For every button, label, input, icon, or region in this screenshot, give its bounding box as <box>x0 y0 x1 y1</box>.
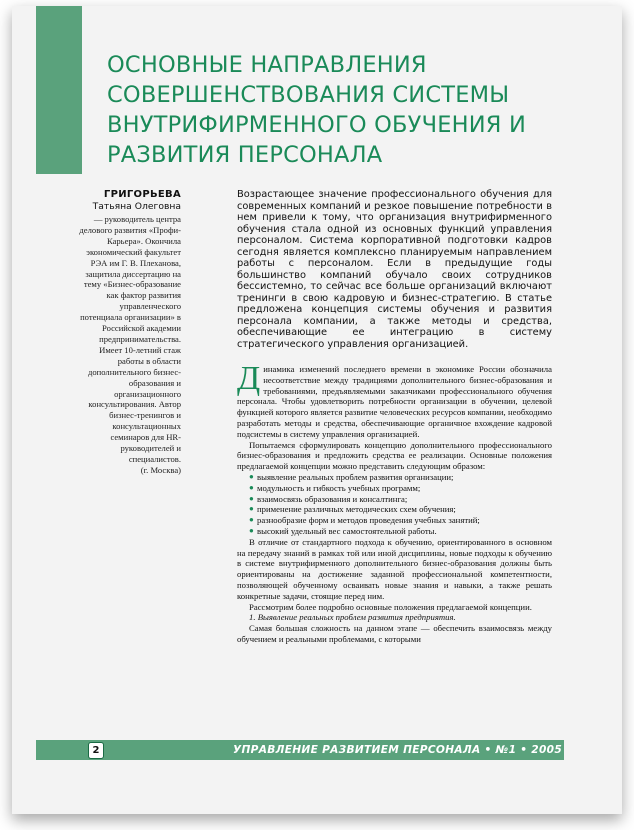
magazine-page <box>12 6 622 814</box>
bullet-icon: ● <box>249 525 254 535</box>
list-item: ● применение различных методических схем обучения; <box>249 504 456 515</box>
body-paragraph-1-text: инамика изменений последнего времени в экономике России обозначила несоответствие между традициями дополнительного бизнес-образования и требованиями, предъявляемыми заказчиками профессионального обучения персонала. Чтобы удовлетворить потребности организации в обучении, целевой функцией которого является развитие человеческих ресурсов компании, необходимо разработать методы и средства, обеспечивающие органичное вхождение кадровой подсистемы в систему управления организацией. <box>237 364 552 439</box>
drop-cap: Д <box>237 360 261 397</box>
body-paragraph-2: Попытаемся сформулировать концепцию дополнительного профессионального бизнес-образования и предложить средства ее реализации. Основные положения предлагаемой концепции можно представить следующим образом: <box>237 439 552 472</box>
bullet-icon: ● <box>249 471 254 481</box>
list-item: ● высокий удельный вес самостоятельной работы. <box>249 525 437 536</box>
list-item: ● модульность и гибкость учебных программ; <box>249 482 421 493</box>
list-item: ● взаимосвязь образования и консалтинга; <box>249 493 408 504</box>
bullet-icon: ● <box>249 493 254 503</box>
body-paragraph-1 <box>237 360 552 440</box>
author-city: (г. Москва) <box>140 464 181 475</box>
author-surname: ГРИГОРЬЕВА <box>103 189 181 200</box>
author-bio: — руководитель центра делового развития «Профи-Карьера». Окончила экономический факультет РЭА им Г. В. Плеханова, защитила диссертацию на тему «Бизнес-образование как фактор развития управленческого потенциала организации» в Российской академии предпринимательства. Имеет 10-летний стаж работы в области дополнительного бизнес-образования и организационного консультирования. Автор бизнес-тренингов и консультационных семинаров для HR-руководителей и специалистов. <box>79 214 181 464</box>
article-body <box>237 360 552 645</box>
body-paragraph-3: В отличие от стандартного подхода к обучению, ориентированного в основном на передачу знаний в рамках той или иной дисциплины, новые подходы к обучению в системе внутрифирменного дополнительного бизнес-образования должны быть ориентированы на достижение заданной профессиональной компетентности, позволяющей обученному осваивать новые знания и навыки, а также решать конкретные задачи, стоящие перед ним. <box>237 536 552 601</box>
bullet-icon: ● <box>249 515 254 525</box>
author-info <box>78 189 181 476</box>
page-number: 2 <box>88 742 104 759</box>
article-title: ОСНОВНЫЕ НАПРАВЛЕНИЯ СОВЕРШЕНСТВОВАНИЯ СИСТЕМЫ ВНУТРИФИРМЕННОГО ОБУЧЕНИЯ И РАЗВИТИЯ ПЕРСОНАЛА <box>107 52 527 168</box>
body-paragraph-4: Рассмотрим более подробно основные положения предлагаемой концепции. <box>249 601 532 612</box>
list-item: ● разнообразие форм и методов проведения учебных занятий; <box>249 515 480 526</box>
bullet-icon: ● <box>249 504 254 514</box>
header-accent-bar <box>36 6 82 174</box>
concept-list <box>237 472 552 537</box>
bullet-icon: ● <box>249 482 254 492</box>
author-given-names: Татьяна Олеговна <box>92 201 181 212</box>
journal-footer: УПРАВЛЕНИЕ РАЗВИТИЕМ ПЕРСОНАЛА • №1 • 2005 <box>233 744 562 756</box>
list-item: ● выявление реальных проблем развития организации; <box>249 471 454 482</box>
section-heading: 1. Выявление реальных проблем развития предприятия. <box>249 612 456 623</box>
article-abstract: Возрастающее значение профессионального обучения для современных компаний и резкое повышение потребности в нем привели к тому, что организация внутрифирменного обучения стала одной из основных функций управления персоналом. Система корпоративной подготовки кадров сегодня является комплексно планируемым направлением работы с персоналом. Если в предыдущие годы большинство компаний обучало своих сотрудников бессистемно, то сейчас все больше организаций включают тренинги в свою кадровую и бизнес-стратегию. В статье предложена концепция системы обучения и развития персонала компании, а также методы и средства, обеспечивающие ее интеграцию в систему стратегического управления организацией. <box>237 189 552 350</box>
body-paragraph-5: Самая большая сложность на данном этапе — обеспечить взаимосвязь между обучением и реальными проблемами, с которыми <box>237 623 552 644</box>
